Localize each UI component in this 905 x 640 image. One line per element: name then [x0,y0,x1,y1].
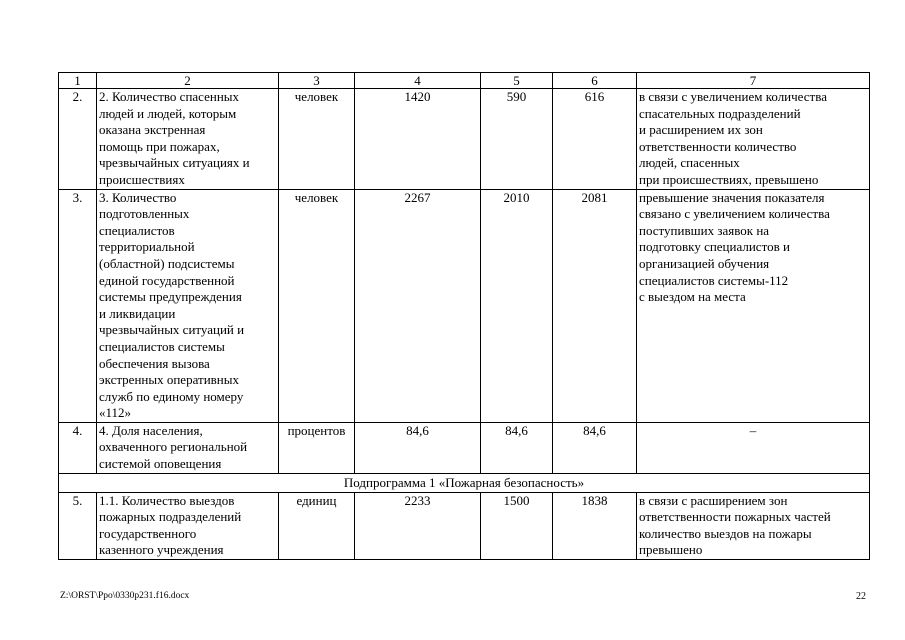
row-number: 4. [59,422,97,473]
table-header-row [59,73,870,89]
value-col6: 1838 [553,492,637,559]
indicator-name: 2. Количество спасенных людей и людей, которым оказана экстренная помощь при пожарах, чрезвычайных ситуациях и происшествиях [97,89,279,190]
value-col6: 2081 [553,189,637,422]
header-cell: 3 [279,73,355,89]
table-row [59,422,870,473]
value-col4: 1420 [355,89,481,190]
note: в связи с расширением зон ответственности пожарных частей количество выездов на пожары превышено [637,492,870,559]
row-number: 5. [59,492,97,559]
note: превышение значения показателя связано с увеличением количества поступивших заявок на подготовку специалистов и организацией обучения специалистов системы-112 с выездом на места [637,189,870,422]
header-cell: 6 [553,73,637,89]
value-col6: 616 [553,89,637,190]
note: в связи с увеличением количества спасательных подразделений и расширением их зон ответственности количество людей, спасенных при происшествиях, превышено [637,89,870,190]
indicators-table [58,72,870,560]
value-col5: 2010 [481,189,553,422]
table-row [59,492,870,559]
unit: человек [279,189,355,422]
value-col5: 1500 [481,492,553,559]
table-row [59,189,870,422]
header-cell: 5 [481,73,553,89]
row-number: 3. [59,189,97,422]
indicator-name: 4. Доля населения, охваченного региональной системой оповещения [97,422,279,473]
subprogram-row [59,473,870,492]
value-col4: 2233 [355,492,481,559]
value-col4: 84,6 [355,422,481,473]
table-row [59,89,870,190]
value-col5: 590 [481,89,553,190]
indicator-name: 3. Количество подготовленных специалистов территориальной (областной) подсистемы единой государственной системы предупреждения и ликвидации чрезвычайных ситуаций и специалистов системы обеспечения вызова экстренных оперативных служб по единому номеру «112» [97,189,279,422]
note: – [637,422,870,473]
footer-file-path: Z:\ORST\Ppo\0330p231.f16.docx [60,591,190,601]
unit: человек [279,89,355,190]
page-number: 22 [856,591,866,602]
unit: процентов [279,422,355,473]
unit: единиц [279,492,355,559]
value-col4: 2267 [355,189,481,422]
value-col5: 84,6 [481,422,553,473]
header-cell: 4 [355,73,481,89]
header-cell: 7 [637,73,870,89]
header-cell: 1 [59,73,97,89]
indicator-name: 1.1. Количество выездов пожарных подразделений государственного казенного учреждения [97,492,279,559]
header-cell: 2 [97,73,279,89]
row-number: 2. [59,89,97,190]
subprogram-title: Подпрограмма 1 «Пожарная безопасность» [59,473,870,492]
value-col6: 84,6 [553,422,637,473]
